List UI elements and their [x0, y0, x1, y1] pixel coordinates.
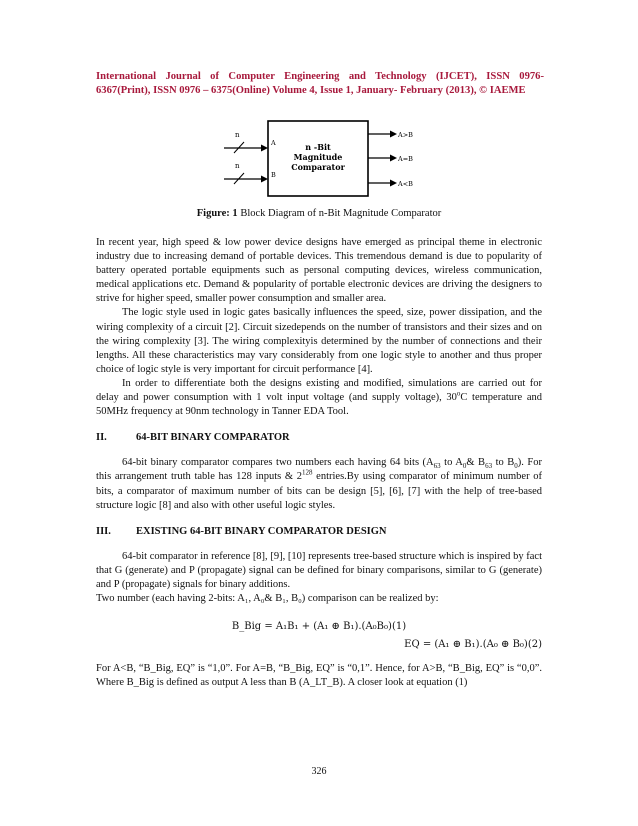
paragraph-simulation	[96, 377, 542, 419]
p4-text-e: ). For this arrangement truth table has 128 inputs & 2	[96, 457, 543, 483]
section-heading-2	[96, 431, 542, 445]
equation-1: B_Big = A₁B₁ + (A₁ ⊕ B₁).(A₀B₀)(1)	[231, 621, 407, 633]
header-line-2: 6367(Print), ISSN 0976 – 6375(Online) Volume 4, Issue 1, January- February (2013), © IAEME	[96, 85, 526, 96]
header-line-1: International Journal of Computer Engineering and Technology (IJCET), ISSN 0976-	[96, 71, 544, 82]
block-label-1: n -Bit	[305, 142, 331, 152]
p4-sub-4: 0	[514, 462, 518, 471]
p4-sub-3: 63	[485, 462, 493, 471]
paragraph-64bit	[96, 456, 542, 512]
degree-sup: o	[456, 389, 461, 398]
p4-text-b: to A	[440, 457, 463, 469]
section-3-number: III.	[96, 525, 111, 537]
paragraph-two-number: Two number (each having 2-bits: A₁, A₀& B₁, B₀) comparison can be realized by:	[96, 593, 439, 605]
p4-sup: 128	[302, 468, 313, 477]
block-label-3: Comparator	[291, 162, 345, 172]
figure-caption	[0, 208, 638, 219]
figure-caption-text: Block Diagram of n-Bit Magnitude Comparator	[237, 208, 442, 219]
section-2-title: 64-BIT BINARY COMPARATOR	[136, 432, 290, 444]
output-eq-label: A=B	[398, 155, 413, 163]
output-eq-arrow	[390, 155, 397, 162]
output-lt-arrow	[390, 180, 397, 187]
output-gt-arrow	[390, 131, 397, 138]
bus-b-label: n	[235, 162, 240, 170]
output-gt-label: A>B	[398, 131, 413, 139]
p4-text-f: entries.By using comparator of minimum number of bits, a comparator of maximum number of bits can be design [5], [6], [7] with the help of tree-based structure logic [8] and also with other useful logic styles.	[96, 471, 542, 511]
paragraph-existing: 64-bit comparator in reference [8], [9], [10] represents tree-based structure which is inspired by fact that G (generate) and P (propagate) signal can be defined for binary comparisons, similar to G (generate) and P (propagate) signals for binary additions.	[96, 550, 542, 590]
p4-sub-1: 63	[433, 462, 441, 471]
figure-label: Figure: 1	[196, 208, 238, 219]
page-number: 326	[311, 766, 327, 777]
paragraph-logic-style: The logic style used in logic gates basically influences the speed, size, power dissipation, and the wiring complexity of a circuit [2]. Circuit sizedepends on the number of transistors and their sizes and on the wiring complexity [3]. The wiring complexityis determined by the number of connections and their lengths. All these characteristics may vary considerably from one logic style to another and thus proper choice of logic style is very important for circuit performance [4].	[96, 307, 542, 375]
simulation-text-b: C temperature and 50MHz frequency at 90nm technology in Tanner EDA Tool.	[96, 392, 542, 418]
block-label-2: Magnitude	[293, 152, 343, 162]
p4-text-d: to B	[492, 457, 515, 469]
p4-text-c: & B	[466, 457, 486, 469]
paragraph-intro: In recent year, high speed & low power device designs have emerged as principal theme in electronic industry due to increasing demand of portable devices. This tremendous demand is due to popularity of battery operated portable equipments such as personal computing devices, wireless communication, medical applications etc. Demand & popularity of portable electronic devices are driving the designers to strive for higher speed, smaller power consumption and smaller area.	[96, 237, 542, 305]
section-heading-3	[96, 525, 542, 539]
journal-header	[96, 70, 544, 98]
section-3-title: EXISTING 64-BIT BINARY COMPARATOR DESIGN	[136, 525, 387, 537]
input-a-arrow	[261, 145, 268, 152]
input-a-label: A	[271, 139, 276, 147]
article-body	[96, 236, 542, 691]
output-lt-label: A<B	[398, 180, 413, 188]
comparator-block-diagram	[222, 116, 418, 200]
simulation-text-a: In order to differentiate both the designs existing and modified, simulations are carried out for delay and power consumption with 1 volt input voltage (and supply voltage), 30	[96, 377, 542, 404]
input-b-arrow	[261, 176, 268, 183]
section-2-number: II.	[96, 432, 107, 444]
p4-text-a: 64-bit binary comparator compares two numbers each having 64 bits (A	[122, 457, 434, 469]
paragraph-cases: For A<B, “B_Big, EQ” is “1,0”. For A=B, “B_Big, EQ” is “0,1”. Hence, for A>B, “B_Big, EQ” is “0,0”. Where B_Big is defined as output A less than B (A_LT_B). A closer look at equation (1)	[96, 663, 542, 689]
p4-sub-2: 0	[462, 462, 467, 471]
equation-2: EQ = (A₁ ⊕ B₁).(A₀ ⊕ B₀)(2)	[404, 639, 542, 651]
bus-a-label: n	[235, 131, 240, 139]
input-b-label: B	[271, 171, 276, 179]
